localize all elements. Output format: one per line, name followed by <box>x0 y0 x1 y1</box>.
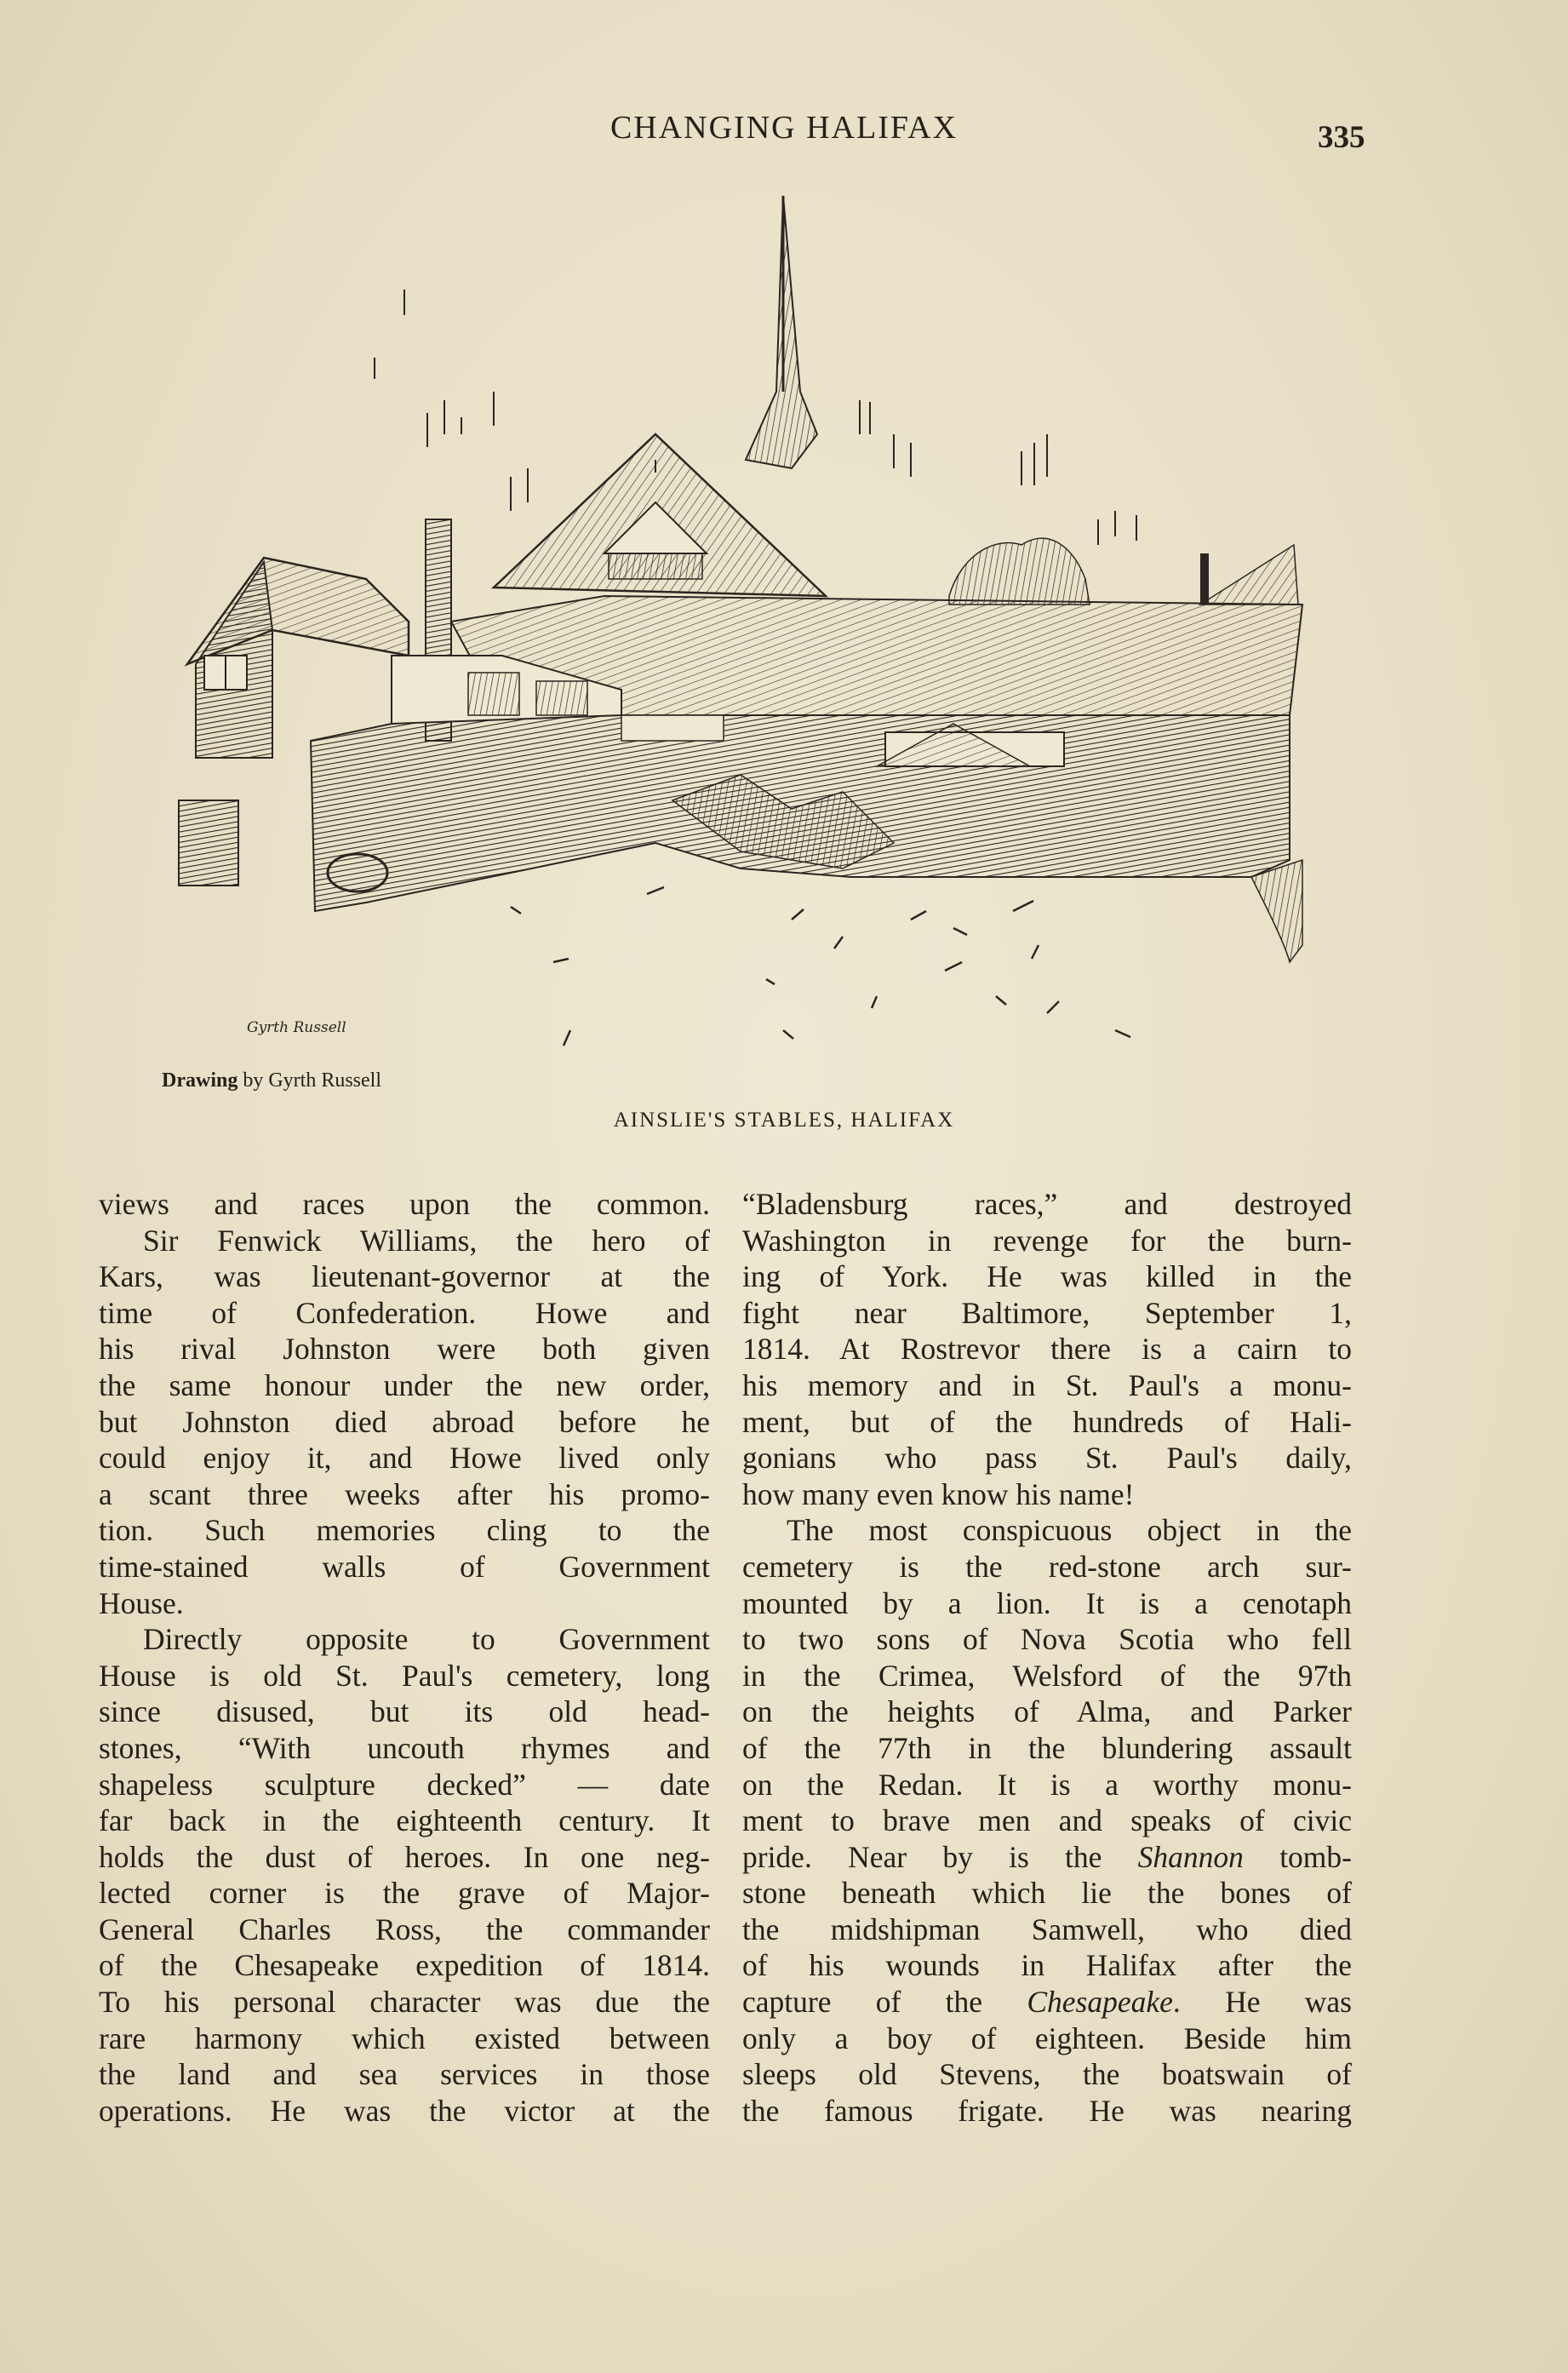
text-line: House. <box>99 1585 184 1620</box>
text-line: only a boy of eighteen. Beside him <box>742 2020 1352 2055</box>
right-column <box>742 1186 1352 2129</box>
running-title: CHANGING HALIFAX <box>609 110 959 146</box>
left-column <box>99 1186 710 2129</box>
text-line: his memory and in St. Paul's a monu- <box>742 1367 1352 1402</box>
text-line: Washington in revenge for the burn- <box>742 1223 1352 1258</box>
stables-drawing <box>145 179 1319 1073</box>
text-line: pride. Near by is the Shannon tomb- <box>742 1839 1352 1874</box>
text-line: House is old St. Paul's cemetery, long <box>99 1658 710 1693</box>
page-number: 335 <box>1318 120 1365 155</box>
text-line: Kars, was lieutenant-governor at the <box>99 1259 710 1294</box>
text-line: General Charles Ross, the commander <box>99 1912 710 1946</box>
text-line: the land and sea services in those <box>99 2057 710 2092</box>
text-line: cemetery is the red-stone arch sur- <box>742 1549 1352 1584</box>
text-line: Sir Fenwick Williams, the hero of <box>143 1223 710 1258</box>
text-line: of the Chesapeake expedition of 1814. <box>99 1948 710 1983</box>
text-line: a scant three weeks after his promo- <box>99 1476 710 1511</box>
text-line: fight near Baltimore, September 1, <box>742 1295 1352 1330</box>
text-line: rare harmony which existed between <box>99 2020 710 2055</box>
text-line: operations. He was the victor at the <box>99 2093 710 2128</box>
text-line: in the Crimea, Welsford of the 97th <box>742 1658 1352 1693</box>
text-line: shapeless sculpture decked” — date <box>99 1767 710 1802</box>
text-line: The most conspicuous object in the <box>787 1513 1352 1548</box>
text-line: tion. Such memories cling to the <box>99 1513 710 1548</box>
figure-caption: AINSLIE'S STABLES, HALIFAX <box>613 1109 955 1132</box>
text-line: the midshipman Samwell, who died <box>742 1912 1352 1946</box>
text-line: to two sons of Nova Scotia who fell <box>742 1622 1352 1657</box>
text-line: stones, “With uncouth rhymes and <box>99 1730 710 1765</box>
text-line: on the Redan. It is a worthy monu- <box>742 1767 1352 1802</box>
text-line: capture of the Chesapeake. He was <box>742 1985 1352 2020</box>
text-line: since disused, but its old head- <box>99 1694 710 1729</box>
text-line: his rival Johnston were both given <box>99 1332 710 1367</box>
text-line: 1814. At Rostrevor there is a cairn to <box>742 1332 1352 1367</box>
text-line: ing of York. He was killed in the <box>742 1259 1352 1294</box>
text-line: “Bladensburg races,” and destroyed <box>742 1187 1352 1221</box>
drawing-credit: Drawing by Gyrth Russell <box>162 1069 382 1092</box>
text-line: on the heights of Alma, and Parker <box>742 1694 1352 1729</box>
text-line: stone beneath which lie the bones of <box>742 1876 1352 1911</box>
text-line: gonians who pass St. Paul's daily, <box>742 1441 1352 1476</box>
text-line: time of Confederation. Howe and <box>99 1295 710 1330</box>
text-line: Directly opposite to Government <box>143 1622 710 1657</box>
text-line: how many even know his name! <box>742 1476 1135 1511</box>
text-line: time-stained walls of Government <box>99 1549 710 1584</box>
text-line: sleeps old Stevens, the boatswain of <box>742 2057 1352 2092</box>
church-spire <box>746 196 817 468</box>
text-line: views and races upon the common. <box>99 1187 710 1221</box>
text-line: ment, but of the hundreds of Hali- <box>742 1404 1352 1439</box>
text-line: holds the dust of heroes. In one neg- <box>99 1839 710 1874</box>
text-line: the famous frigate. He was nearing <box>742 2093 1352 2128</box>
artist-signature: Gyrth Russell <box>247 1019 346 1036</box>
text-line: ment to brave men and speaks of civic <box>742 1803 1352 1838</box>
text-line: the same honour under the new order, <box>99 1367 710 1402</box>
text-line: but Johnston died abroad before he <box>99 1404 710 1439</box>
text-line: of his wounds in Halifax after the <box>742 1948 1352 1983</box>
text-line: could enjoy it, and Howe lived only <box>99 1441 710 1476</box>
text-line: lected corner is the grave of Major- <box>99 1876 710 1911</box>
text-line: of the 77th in the blundering assault <box>742 1730 1352 1765</box>
text-line: mounted by a lion. It is a cenotaph <box>742 1585 1352 1620</box>
tree-cluster <box>949 538 1090 605</box>
text-line: far back in the eighteenth century. It <box>99 1803 710 1838</box>
text-line: To his personal character was due the <box>99 1985 710 2020</box>
